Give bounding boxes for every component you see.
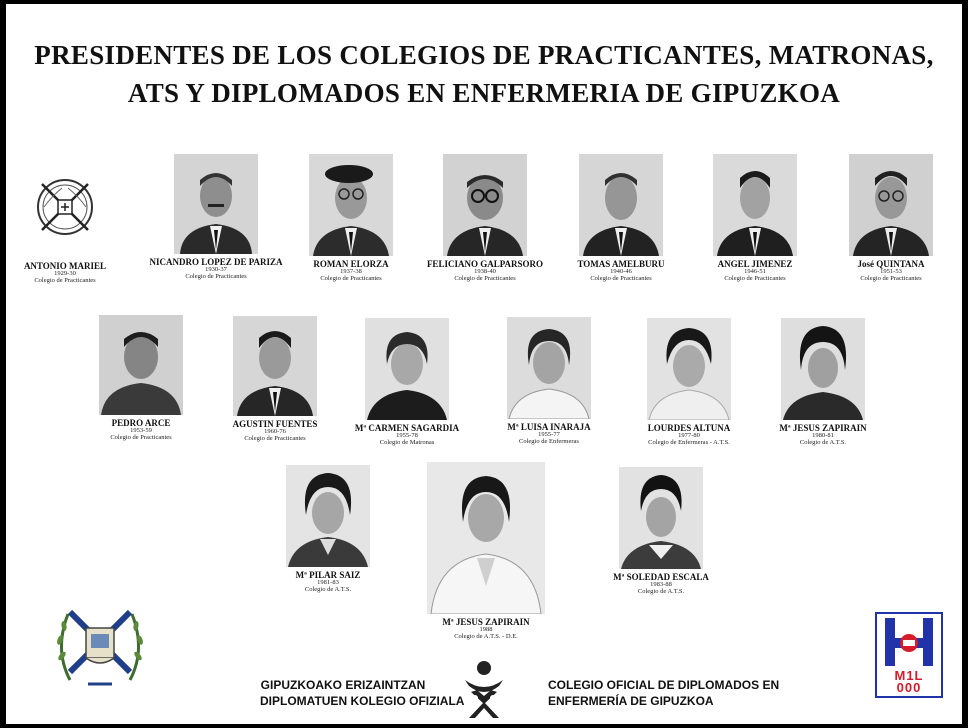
portrait-luisa-inaraja [494, 317, 604, 445]
person-name: TOMAS AMELBURU [577, 259, 665, 269]
person-name: Mª SOLEDAD ESCALA [613, 572, 709, 582]
m1000-text [877, 670, 941, 694]
person-org: Colegio de Practicantes [724, 274, 786, 282]
person-org: Colegio de Practicantes [110, 433, 172, 441]
footer-left-line-2: DIPLOMATUEN KOLEGIO OFIZIALA [260, 694, 465, 708]
person-name: FELICIANO GALPARSORO [426, 259, 544, 269]
footer-right-line-2: ENFERMERÍA DE GIPUZKOA [548, 694, 714, 708]
person-name: Mª JESUS ZAPIRAIN [442, 617, 530, 627]
page-title-line-2: ATS Y DIPLOMADOS EN ENFERMERIA DE GIPUZKOA [127, 78, 841, 108]
portrait-tomas-amelburu-card [562, 154, 680, 282]
person-years: 1981-83 [317, 579, 339, 586]
person-name: PEDRO ARCE [111, 418, 171, 428]
person-years: 1951-53 [880, 268, 902, 275]
person-name: Mª LUISA INARAJA [507, 422, 591, 432]
page-title-line-1: PRESIDENTES DE LOS COLEGIOS DE PRACTICANTES, MATRONAS, [34, 40, 934, 70]
person-years: 1980-81 [812, 432, 834, 439]
person-years: 1955-77 [538, 431, 560, 438]
portrait-photo [309, 154, 393, 256]
portrait-photo [507, 317, 591, 419]
person-years: 1953-59 [130, 427, 152, 434]
person-name: ANGEL JIMENEZ [717, 259, 793, 269]
person-org: Colegio de Enfermeras - A.T.S. [648, 438, 730, 446]
cross-emblem-icon [32, 174, 98, 240]
person-org: Colegio de Practicantes [185, 272, 247, 280]
portrait-agustin-fuentes [220, 316, 330, 442]
portrait-photo [619, 467, 703, 569]
portrait-feliciano-galparsoro [426, 154, 544, 282]
person-org: Colegio de A.T.S. [799, 438, 847, 446]
person-org: Colegio de A.T.S. [637, 587, 685, 595]
footer-left-line-1: GIPUZKOAKO ERIZAINTZAN [260, 678, 426, 692]
person-name: AGUSTIN FUENTES [232, 419, 318, 429]
person-name: NICANDRO LOPEZ DE PARIZA [149, 257, 283, 267]
person-org: Colegio de Practicantes [34, 276, 96, 284]
portrait-antonio-mariel [22, 174, 108, 284]
person-name: Mª JESUS ZAPIRAIN [779, 423, 867, 433]
portrait-photo [443, 154, 527, 256]
person-org: Colegio de A.T.S. [304, 585, 352, 593]
portrait-photo [713, 154, 797, 256]
person-years: 1988 [479, 626, 493, 633]
portrait-photo [365, 318, 449, 420]
person-org: Colegio de Enfermeras [519, 437, 579, 445]
portrait-angel-jimenez [696, 154, 814, 282]
m1000-line-1: M1L [894, 668, 924, 683]
person-org: Colegio de Matronas [379, 438, 435, 446]
nursing-figure-logo-icon [461, 658, 507, 720]
footer-right-line-1: COLEGIO OFICIAL DE DIPLOMADOS EN [548, 678, 780, 692]
laurel-shield-emblem-icon [50, 596, 150, 692]
person-years: 1960-76 [264, 428, 286, 435]
person-org: Colegio de Practicantes [244, 434, 306, 442]
portrait-roman-elorza [292, 154, 410, 282]
person-years: 1977-80 [678, 432, 700, 439]
person-years: 1955-78 [396, 432, 418, 439]
portrait-photo [427, 462, 545, 614]
portrait-photo [647, 318, 731, 420]
portrait-pedro-arce [86, 315, 196, 441]
portrait-photo [286, 465, 370, 567]
person-org: Colegio de Practicantes [454, 274, 516, 282]
portrait-photo [849, 154, 933, 256]
person-org: Colegio de Practicantes [320, 274, 382, 282]
person-years: 1930-37 [205, 266, 227, 273]
portrait-nicandro-lopez [148, 154, 284, 280]
person-name: José QUINTANA [857, 259, 925, 269]
portrait-pilar-saiz [278, 465, 378, 593]
document-sheet [6, 4, 962, 724]
person-org: Colegio de Practicantes [860, 274, 922, 282]
portrait-photo [99, 315, 183, 415]
portrait-photo [781, 318, 865, 420]
portrait-soledad-escala [606, 467, 716, 595]
footer-spanish-name [548, 677, 780, 709]
portrait-lourdes-altuna [628, 318, 750, 446]
portrait-jesus-zapirain-1988 [424, 462, 548, 640]
portrait-photo [174, 154, 258, 254]
person-org: Colegio de Practicantes [590, 274, 652, 282]
person-name: ANTONIO MARIEL [23, 261, 107, 271]
person-years: 1983-88 [650, 581, 672, 588]
person-name: ROMAN ELORZA [313, 259, 389, 269]
person-years: 1937-38 [340, 268, 362, 275]
person-name: LOURDES ALTUNA [647, 423, 731, 433]
person-years: 1946-51 [744, 268, 766, 275]
portrait-photo [579, 154, 663, 256]
m1000-logo-icon [875, 612, 943, 698]
portrait-jose-quintana [832, 154, 950, 282]
footer-basque-name [260, 677, 465, 709]
m1000-line-2: 000 [896, 680, 922, 695]
person-name: Mª CARMEN SAGARDIA [354, 423, 460, 433]
person-years: 1938-40 [474, 268, 496, 275]
person-name: Mª PILAR SAIZ [295, 570, 361, 580]
portrait-jesus-zapirain-1980 [768, 318, 878, 446]
person-years: 1929-30 [54, 270, 76, 277]
person-years: 1940-46 [610, 268, 632, 275]
portrait-photo [233, 316, 317, 416]
portrait-carmen-sagardia [346, 318, 468, 446]
person-org: Colegio de A.T.S. - D.E. [454, 632, 518, 640]
